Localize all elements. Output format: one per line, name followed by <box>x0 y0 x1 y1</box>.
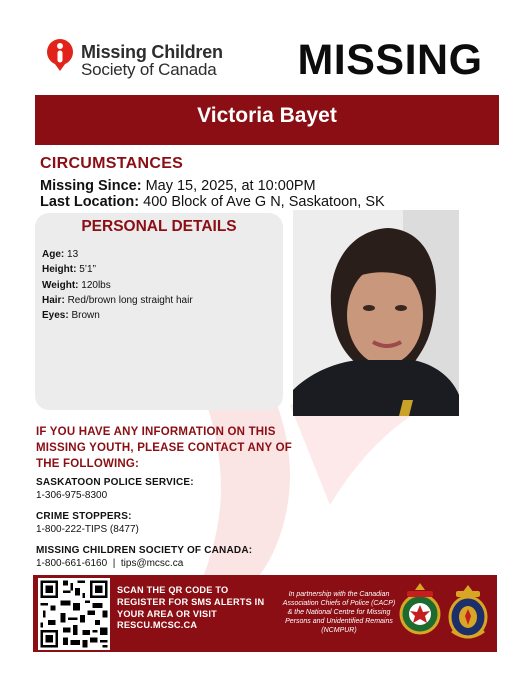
personal-details-list <box>42 247 193 323</box>
org-name-line2: Society of Canada <box>81 60 217 79</box>
agency-name-mcsc: MISSING CHILDREN SOCIETY OF CANADA: <box>36 545 253 556</box>
detail-label: Hair: <box>42 294 65 306</box>
missing-since-line <box>40 178 316 194</box>
detail-value: 5’1” <box>79 264 96 276</box>
detail-age <box>42 247 193 262</box>
last-location-line <box>40 194 385 210</box>
missing-headline: MISSING <box>297 36 483 84</box>
pin-logo-icon <box>44 38 76 72</box>
last-location-label: Last Location: <box>40 194 140 210</box>
personal-details-title: PERSONAL DETAILS <box>81 218 237 235</box>
agency-phone-police[interactable]: 1-306-975-8300 <box>36 490 108 501</box>
agency-phone-crime-stoppers[interactable]: 1-800-222-TIPS (8477) <box>36 524 139 535</box>
missing-person-name: Victoria Bayet <box>197 104 337 127</box>
agency-contact-mcsc[interactable]: 1-800-661-6160 | tips@mcsc.ca <box>36 558 184 569</box>
agency-name-crime-stoppers: CRIME STOPPERS: <box>36 511 132 522</box>
detail-value: Brown <box>71 310 100 322</box>
detail-hair <box>42 293 193 308</box>
detail-eyes <box>42 308 193 323</box>
detail-height <box>42 262 193 277</box>
detail-weight <box>42 278 193 293</box>
contact-heading: IF YOU HAVE ANY INFORMATION ON THIS MISSING YOUTH, PLEASE CONTACT ANY OF THE FOLLOWING: <box>36 426 292 470</box>
detail-value: 120lbs <box>81 279 111 291</box>
last-location-value: 400 Block of Ave G N, Saskatoon, SK <box>143 194 385 210</box>
sms-alert-instructions: SCAN THE QR CODE TO REGISTER FOR SMS ALERTS IN YOUR AREA OR VISIT RESCU.MCSC.CA <box>117 585 265 631</box>
detail-label: Eyes: <box>42 310 69 322</box>
detail-value: Red/brown long straight hair <box>67 294 193 306</box>
missing-since-label: Missing Since: <box>40 178 142 194</box>
rcmp-badge-icon <box>446 583 490 643</box>
cacp-badge-icon <box>399 581 441 643</box>
partnership-text: In partnership with the Canadian Association Chiefs of Police (CACP) & the National Centre for Missing Persons and Unidentified Remains (NCMPUR) <box>282 591 396 634</box>
qr-code-icon[interactable] <box>38 578 110 650</box>
detail-label: Height: <box>42 264 77 276</box>
detail-label: Age: <box>42 249 65 260</box>
missing-person-photo <box>293 210 459 416</box>
detail-label: Weight: <box>42 279 79 291</box>
missing-since-value: May 15, 2025, at 10:00PM <box>145 178 316 194</box>
org-name-line1: Missing Children <box>81 42 223 62</box>
detail-value: 13 <box>67 249 79 260</box>
agency-name-police: SASKATOON POLICE SERVICE: <box>36 477 194 488</box>
circumstances-title: CIRCUMSTANCES <box>40 155 184 172</box>
